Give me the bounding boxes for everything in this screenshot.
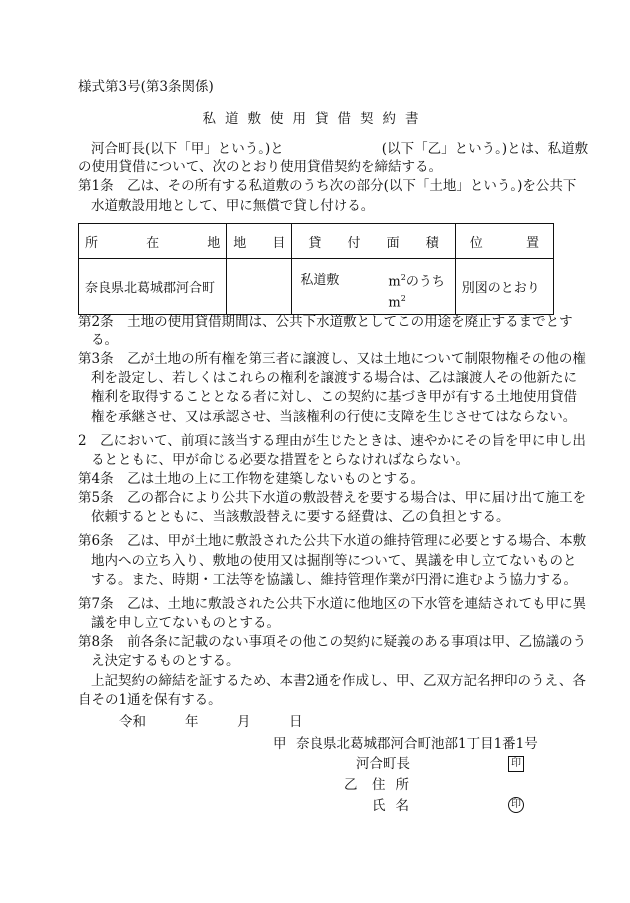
article-3-line-4: 権を承継させ、又は承認させ、当該権利の行使に支障を生じさせてはならない。 (91, 409, 577, 425)
party-a-address: 奈良県北葛城郡河合町池部1丁目1番1号 (296, 736, 538, 752)
table-header-char: 在 (146, 235, 160, 251)
table-header-row (79, 224, 554, 259)
header-area (292, 224, 455, 259)
closing-line-1: 上記契約の締結を証するため、本書2通を作成し、甲、乙双方記名押印のうえ、各 (91, 673, 586, 689)
table-header-char: 地 (207, 235, 221, 251)
article-5-line-2: 依頼するとともに、当該敷設替えに要する経費は、乙の負担とする。 (91, 509, 510, 525)
date-month: 月 (237, 714, 251, 730)
preamble-part2: (以下「乙」という。)とは、私道敷 (381, 141, 589, 157)
document-title: 私道敷使用貸借契約書 (202, 111, 428, 127)
header-location (79, 224, 227, 259)
table-row (79, 259, 554, 315)
article-1-text: 乙は、その所有する私道敷のうち次の部分(以下「土地」という。)を公共下 (127, 178, 577, 194)
cell-location: 奈良県北葛城郡河合町 (79, 259, 227, 315)
article-1-line-1 (78, 177, 576, 195)
cell-category (227, 259, 292, 315)
closing-line-2: 自その1通を保有する。 (78, 692, 222, 708)
table-header-char: 貸 (308, 235, 322, 251)
party-b-label: 乙 (344, 777, 358, 793)
article-8-line-1: 第8条 前各条に記載のない事項その他この契約に疑義のある事項は甲、乙協議のう (78, 634, 587, 650)
table-header-char: 積 (425, 235, 439, 251)
table-header-char: 置 (525, 235, 539, 251)
article-3-line-1: 第3条 乙が土地の所有権を第三者に譲渡し、又は土地について制限物権その他の権 (78, 351, 586, 367)
preamble-line-1 (91, 140, 588, 158)
table-header-char: 地 (233, 235, 247, 251)
name-label: 氏名 (372, 798, 419, 814)
area-label: 私道敷 (300, 273, 340, 288)
article-3-line-2: 利を設定し、若しくはこれらの権利を譲渡する場合は、乙は譲渡人その他新たに (91, 370, 577, 386)
table-header-char: 付 (347, 235, 361, 251)
party-a-label: 甲 (273, 736, 287, 752)
table-header-char: 位 (469, 235, 483, 251)
table-header-char: 目 (272, 235, 286, 251)
article-2-line-2: る。 (91, 332, 118, 348)
land-table (78, 223, 554, 315)
article-8-line-2: え決定するものとする。 (91, 653, 240, 669)
article-5-line-1: 第5条 乙の都合により公共下水道の敷設替えを要する場合は、甲に届け出て施工を (78, 490, 587, 506)
party-b-seal-icon: 印 (508, 797, 524, 813)
form-number: 様式第3号(第3条関係) (78, 79, 214, 95)
article-3-para-2-line-2: るとともに、甲が命じる必要な措置をとらなければならない。 (91, 452, 469, 468)
article-2-line-1: 第2条 土地の使用貸借期間は、公共下水道敷としてこの用途を廃止するまでとす (78, 314, 573, 330)
date-year: 年 (185, 714, 199, 730)
article-7-line-1: 第7条 乙は、土地に敷設された公共下水道に他地区の下水管を連結されても甲に異 (78, 596, 587, 612)
address-label: 住所 (372, 777, 419, 793)
party-a-title: 河合町長 (356, 756, 410, 772)
article-7-line-2: 議を申し立てないものとする。 (91, 615, 280, 631)
header-location-text (85, 232, 220, 251)
article-4-line-1: 第4条 乙は土地の上に工作物を建築しないものとする。 (78, 471, 425, 487)
article-6-line-1: 第6条 乙は、甲が土地に敷設された公共下水道の維持管理に必要とする場合、本敷 (78, 533, 587, 549)
header-category (227, 224, 292, 259)
party-a-seal-icon: 印 (508, 756, 524, 772)
date-day: 日 (289, 714, 303, 730)
cell-position: 別図のとおり (455, 259, 553, 315)
header-position (455, 224, 553, 259)
article-3-para-2-line-1: 2 乙において、前項に該当する理由が生じたときは、速やかにその旨を甲に申し出 (78, 433, 586, 449)
table-header-char: 所 (85, 235, 99, 251)
preamble-line-2: の使用貸借について、次のとおり使用貸借契約を締結する。 (78, 159, 442, 175)
table-header-char: 面 (386, 235, 400, 251)
cell-area (292, 259, 455, 315)
article-6-line-2: 地内への立ち入り、敷地の使用又は掘削等について、異議を申し立てないものと (91, 553, 577, 569)
article-6-line-3: する。また、時期・工法等を協議し、維持管理作業が円滑に進むよう協力する。 (91, 572, 577, 588)
area-unit: $m^2$のうち $m^2$ (388, 273, 445, 311)
date-era: 令和 (119, 714, 146, 730)
article-1-line-2: 水道敷設用地として、甲に無償で貸し付ける。 (91, 198, 375, 214)
article-3-line-3: 権利を取得することとなる者に対し、この契約に基づき甲が有する土地使用貸借 (91, 389, 577, 405)
article-1-label: 第1条 (78, 178, 114, 194)
preamble-part1: 河合町長(以下「甲」という。)と (91, 141, 284, 157)
